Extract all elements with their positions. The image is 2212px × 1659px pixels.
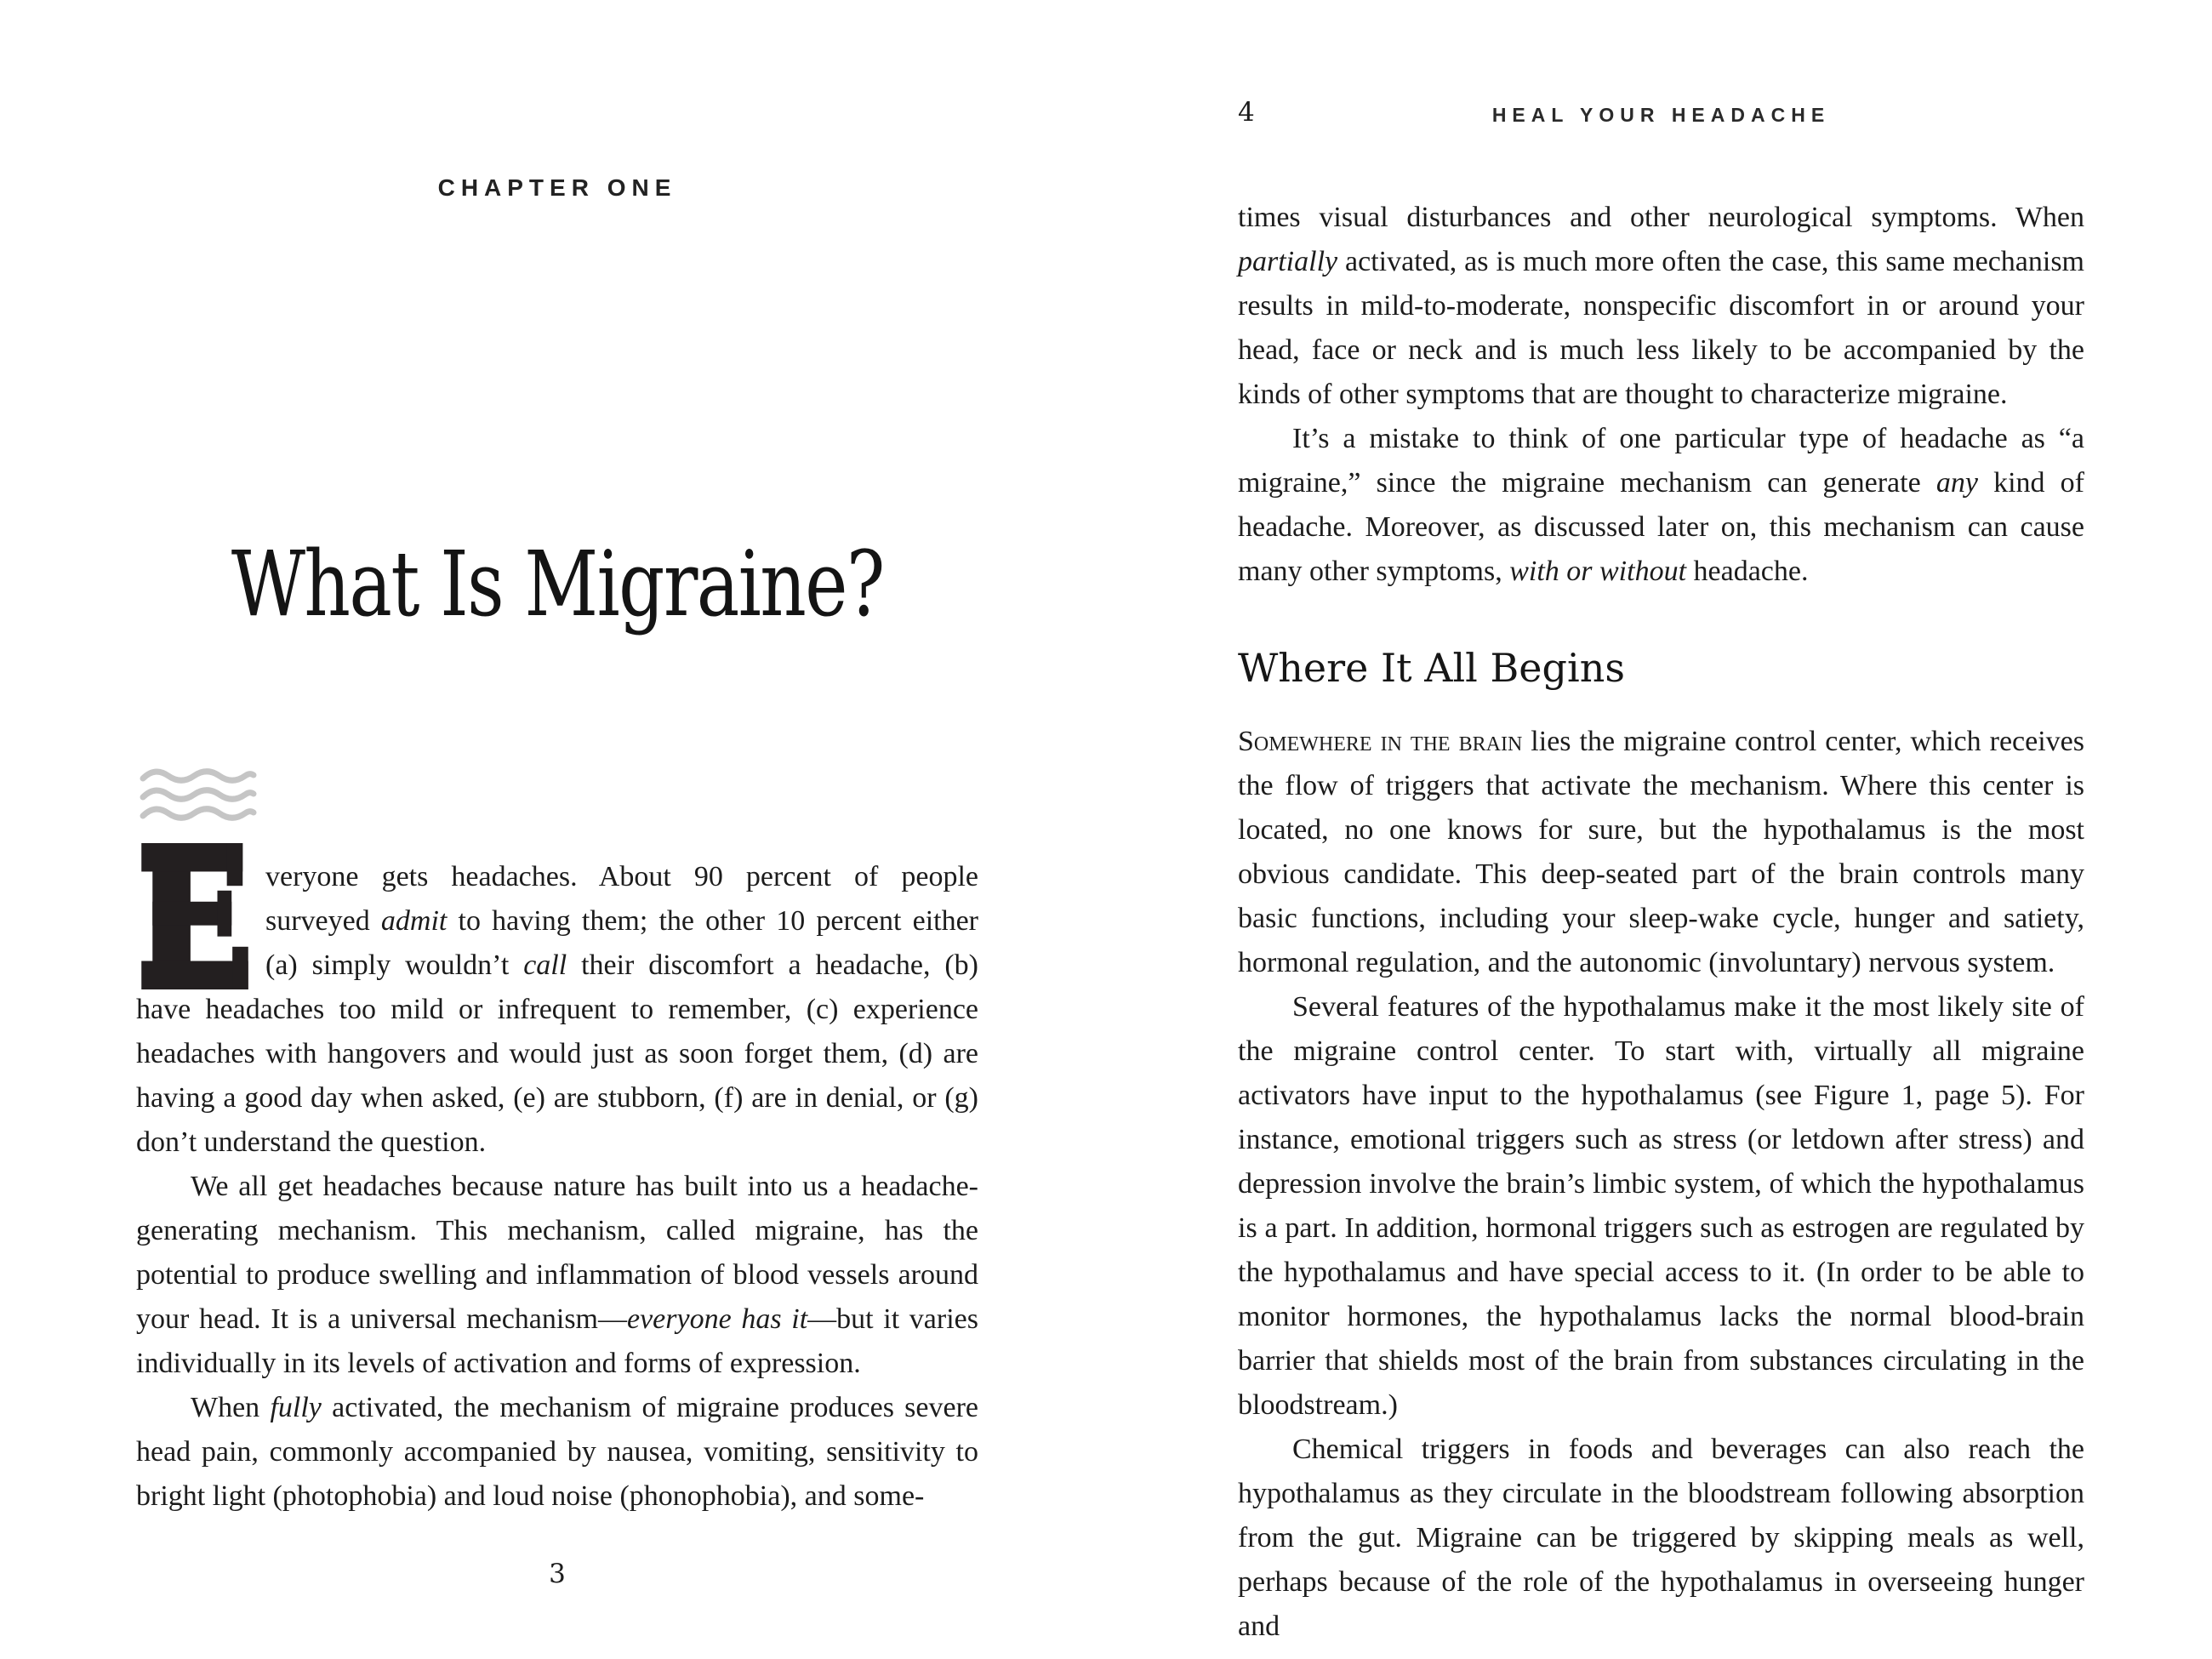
small-caps-lead: Somewhere in the brain	[1238, 726, 1523, 757]
italic-text: with or without	[1509, 556, 1687, 587]
page-number-left: 3	[549, 1559, 566, 1589]
chapter-title	[136, 529, 978, 640]
right-page	[1238, 0, 2084, 1659]
drop-cap-letter	[136, 843, 254, 989]
italic-text: fully	[270, 1392, 322, 1423]
paragraph	[1238, 1428, 2084, 1649]
right-body	[1238, 196, 2084, 1649]
body-text: to having them; the other 10 percent either (a) simply wouldn’t	[265, 905, 978, 981]
body-text: activated, as is much more often the case, this same mechanism results in mild-to-moderate, nonspecific discomfort in or around your head, face or neck and is much less likely to be accompanied by the kinds of other symptoms that are thought to characterize migraine.	[1238, 246, 2084, 410]
body-text: When	[191, 1392, 271, 1423]
body-text: lies the migraine control center, which receives the flow of triggers that activate the mechanism. Where this center is located, no one knows for sure, but the hypothalamus is the most obvious candidate. This deep-seated part of the brain controls many basic functions, including your sleep-wake cycle, hunger and satiety, hormonal regulation, and the autonomic (involuntary) nervous system.	[1238, 726, 2084, 978]
right-section-text	[1238, 720, 2084, 1649]
body-text: headache.	[1686, 556, 1809, 587]
italic-text: any	[1936, 467, 1978, 499]
body-text: their discomfort a headache, (b) have headaches too mild or infrequent to remember, (c) experience headaches with hangovers and would just as soon forget them, (d) are having a good day when asked, (e) are stubborn, (f) are in denial, or (g) don’t understand the question.	[136, 949, 978, 1158]
body-text: Chemical triggers in foods and beverages can also reach the hypothalamus as they circulate in the bloodstream following absorption from the gut. Migraine can be triggered by skipping meals as well, perhaps because of the role of the hypothalamus in overseeing hunger and	[1238, 1434, 2084, 1642]
body-text: It’s a mistake to think of one particular type of headache as “a migraine,” since the migraine mechanism can generate	[1238, 423, 2084, 499]
italic-text: partially	[1238, 246, 1338, 277]
body-text: kind of headache. Moreover, as discussed later on, this mechanism can cause many other symptoms,	[1238, 467, 2084, 587]
body-text: times visual disturbances and other neurological symptoms. When	[1238, 202, 2084, 233]
paragraph	[136, 1386, 978, 1519]
italic-text: everyone has it	[627, 1303, 808, 1335]
body-text: —but it varies individually in its levels of activation and forms of expression.	[136, 1303, 978, 1379]
running-title: HEAL YOUR HEADACHE	[1491, 104, 1831, 126]
body-text: Several features of the hypothalamus make it the most likely site of the migraine control center. To start with, virtually all migraine activators have input to the hypothalamus (see Figure 1, page 5). For instance, emotional triggers such as stress (or letdown after stress) and depression involve the brain’s limbic system, of which the hypothalamus is a part. In addition, hormonal triggers such as estrogen are regulated by the hypothalamus and have special access to it. (In order to be able to monitor hormones, the hypothalamus lacks the normal blood-brain barrier that shields most of the brain from substances circulating in the bloodstream.)	[1238, 991, 2084, 1421]
chapter-title-text: What Is Migraine?	[231, 532, 884, 636]
waves-icon	[140, 768, 257, 835]
paragraph	[136, 1165, 978, 1386]
body-text: activated, the mechanism of migraine produces severe head pain, commonly accompanied by nausea, vomiting, sensitivity to bright light (photophobia) and loud noise (phonophobia), and some-	[136, 1392, 979, 1512]
paragraph	[1238, 417, 2084, 594]
page-number-right: 4	[1238, 97, 1255, 128]
paragraph	[1238, 985, 2084, 1428]
opening-paragraphs	[136, 855, 978, 1519]
paragraph	[1238, 720, 2084, 985]
body-text: veryone gets headaches. About 90 percent of people surveyed	[265, 861, 978, 937]
section-heading: Where It All Begins	[1238, 645, 1625, 691]
paragraph	[1238, 196, 2084, 417]
right-intro-text	[1238, 196, 2084, 594]
left-page	[136, 0, 978, 1659]
chapter-kicker: CHAPTER ONE	[437, 174, 677, 201]
italic-text: admit	[380, 905, 448, 937]
drop-cap	[136, 855, 265, 983]
italic-text: call	[523, 949, 567, 981]
body-text: We all get headaches because nature has built into us a headache-generating mechanism. This mechanism, called migraine, has the potential to produce swelling and inflammation of blood vessels around your head. It is a universal mechanism—	[136, 1171, 978, 1335]
